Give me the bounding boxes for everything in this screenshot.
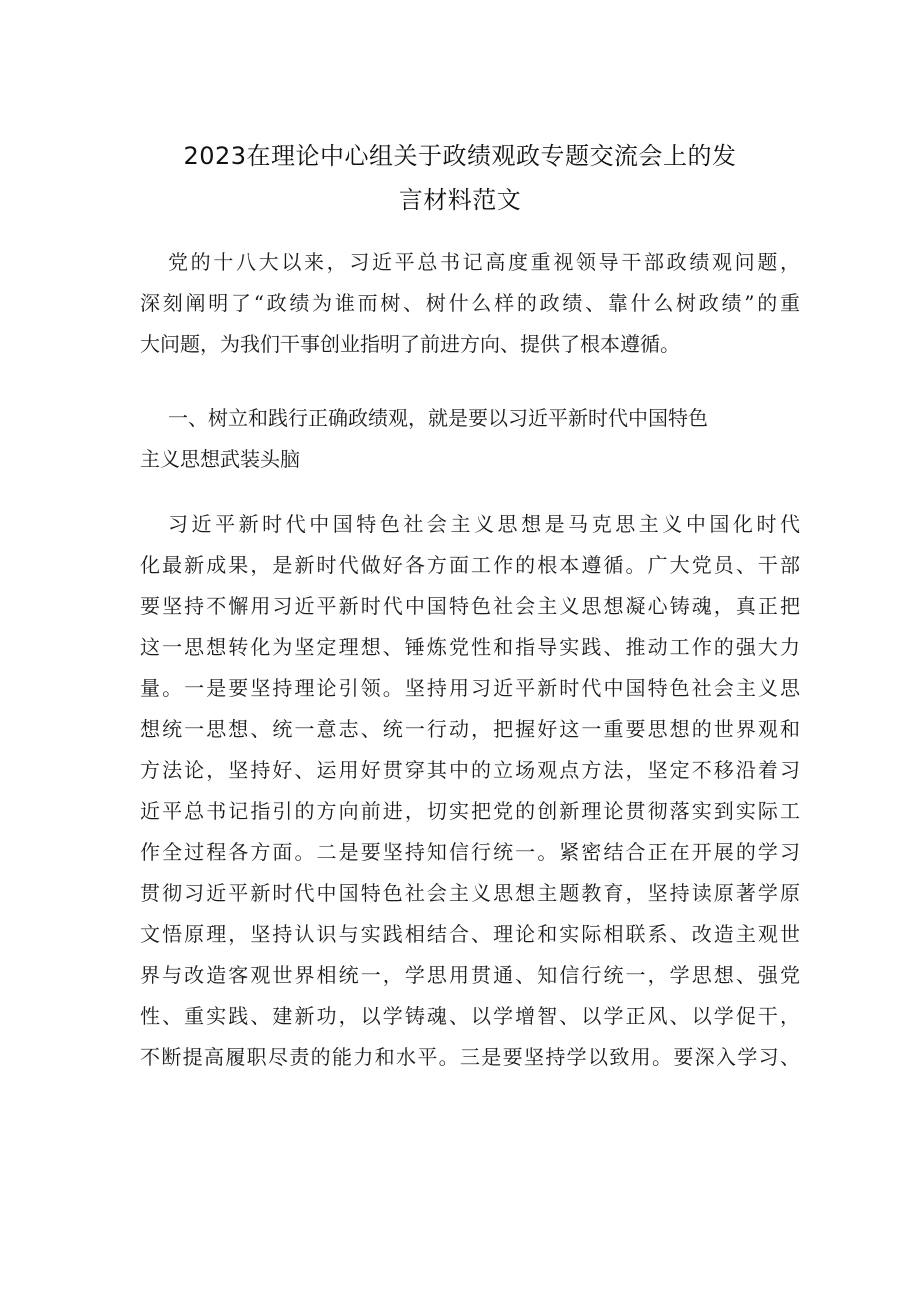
intro-line-1: 党的十八大以来，习近平总书记高度重视领导干部政绩观问题， [168,250,800,274]
body-line-5: 量。一是要坚持理论引领。坚持用习近平新时代中国特色社会主义思 [140,676,800,700]
title-line-2: 言材料范文 [398,186,522,214]
body-line-7: 方法论，坚持好、运用好贯穿其中的立场观点方法，坚定不移沿着习 [140,758,800,782]
body-line-13: 性、重实践、建新功，以学铸魂、以学增智、以学正风、以学促干， [140,1004,800,1028]
body-paragraph [140,504,800,1078]
body-line-8: 近平总书记指引的方向前进，切实把党的创新理论贯彻落实到实际工 [140,799,800,823]
body-line-4: 这一思想转化为坚定理想、锤炼党性和指导实践、推动工作的强大力 [140,635,800,659]
body-line-11: 文悟原理，坚持认识与实践相结合、理论和实际相联系、改造主观世 [140,922,800,946]
body-line-2: 化最新成果，是新时代做好各方面工作的根本遵循。广大党员、干部 [140,553,800,577]
intro-line-3: 大问题，为我们干事创业指明了前进方向、提供了根本遵循。 [140,332,680,356]
section-heading-1 [140,398,800,480]
body-line-12: 界与改造客观世界相统一，学思用贯通、知信行统一，学思想、强党 [140,963,800,987]
heading1-line-2: 主义思想武装头脑 [140,447,300,471]
intro-line-2: 深刻阐明了“政绩为谁而树、树什么样的政绩、靠什么树政绩”的重 [140,291,800,315]
body-line-3: 要坚持不懈用习近平新时代中国特色社会主义思想凝心铸魂，真正把 [140,594,800,618]
body-line-14: 不断提高履职尽责的能力和水平。三是要坚持学以致用。要深入学习、 [140,1045,800,1069]
body-line-9: 作全过程各方面。二是要坚持知信行统一。紧密结合正在开展的学习 [140,840,800,864]
document-title [140,134,780,222]
body-line-6: 想统一思想、统一意志、统一行动，把握好这一重要思想的世界观和 [140,717,800,741]
body-line-1: 习近平新时代中国特色社会主义思想是马克思主义中国化时代 [168,512,800,536]
title-line-1: 2023在理论中心组关于政绩观政专题交流会上的发 [183,142,737,170]
body-line-10: 贯彻习近平新时代中国特色社会主义思想主题教育，坚持读原著学原 [140,881,800,905]
heading1-line-1: 一、树立和践行正确政绩观，就是要以习近平新时代中国特色 [168,406,708,430]
intro-paragraph [140,242,800,365]
